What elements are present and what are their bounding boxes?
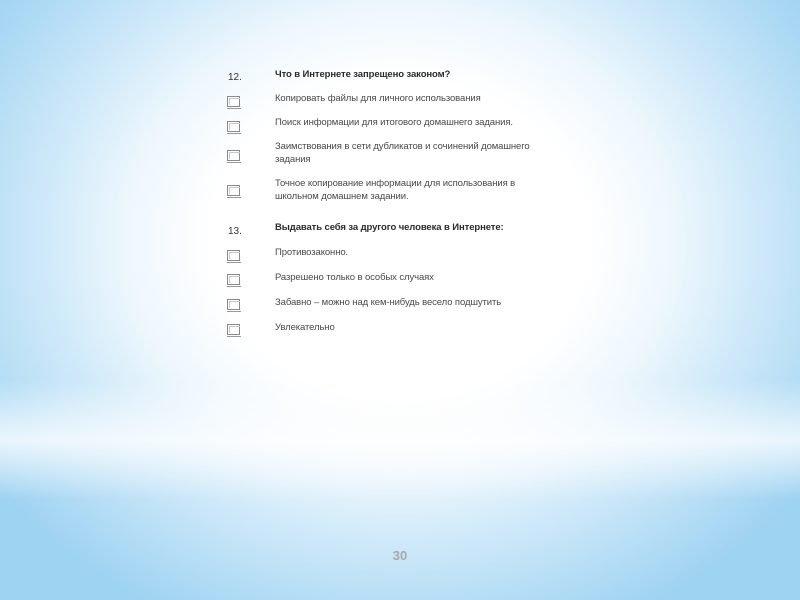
question-13-title: Выдавать себя за другого человека в Интернете: (275, 222, 504, 233)
question-13-option-3-checkbox[interactable] (227, 299, 241, 310)
question-12-option-3-label: Заимствования в сети дубликатов и сочинений домашнего задания (275, 141, 530, 165)
question-13-option-1-checkbox[interactable] (227, 250, 241, 261)
question-13-option-2-checkbox[interactable] (227, 274, 241, 285)
question-13-option-2-label: Разрешено только в особых случаях (275, 272, 434, 283)
question-13-option-3-label: Забавно – можно над кем-нибудь весело подшутить (275, 297, 502, 308)
question-12-option-3-checkbox[interactable] (227, 150, 241, 161)
page-number: 30 (392, 548, 408, 563)
question-13-option-4-label: Увлекательно (275, 322, 335, 333)
question-12-option-4-label: Точное копирование информации для использования в школьном домашнем задании. (275, 178, 516, 202)
question-12-option-2-label: Поиск информации для итогового домашнего задания. (275, 117, 513, 128)
question-12-option-2-checkbox[interactable] (227, 121, 241, 132)
question-12-option-1-checkbox[interactable] (227, 96, 241, 107)
question-12-option-4-checkbox[interactable] (227, 185, 241, 196)
background-highlight-band (0, 380, 800, 500)
question-13-option-4-checkbox[interactable] (227, 324, 241, 335)
question-13-option-1-label: Противозаконно. (275, 247, 349, 258)
question-12-number: 12. (228, 72, 242, 83)
question-13-number: 13. (228, 226, 242, 237)
question-12-title: Что в Интернете запрещено законом? (275, 69, 451, 80)
question-12-option-1-label: Копировать файлы для личного использования (275, 93, 481, 104)
